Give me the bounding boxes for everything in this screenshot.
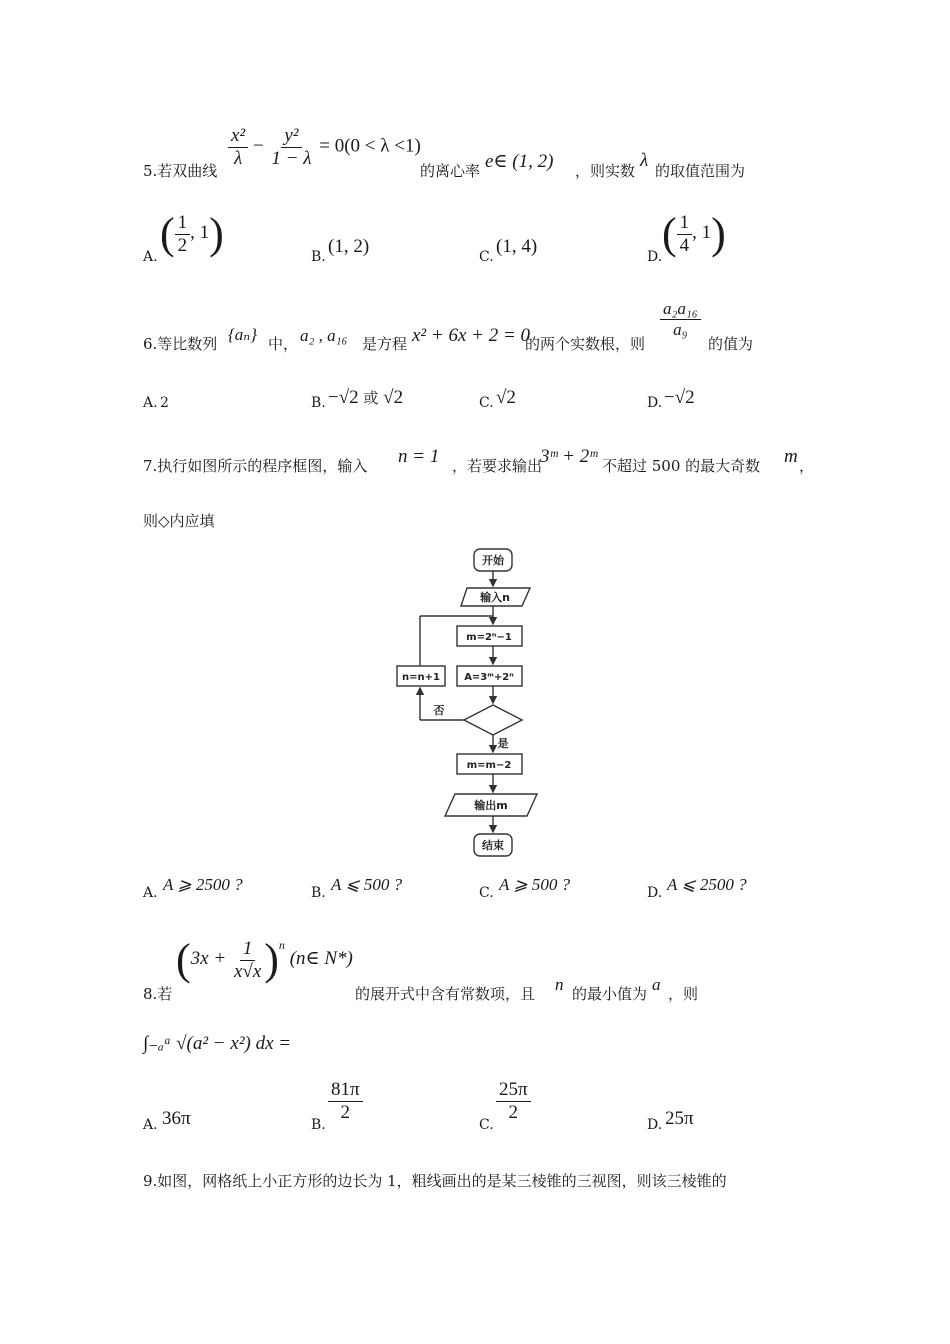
- q6-frac-num: a₂a₁₆: [660, 300, 701, 320]
- q7-flowchart: [385, 540, 560, 860]
- q5-option-a-rest: , 1: [190, 222, 210, 243]
- q8-integral: ∫₋ₐᵃ √(a² − x²) dx =: [143, 1033, 292, 1054]
- flow-end-label: 结束: [482, 839, 504, 852]
- q7-option-a: A ⩾ 2500 ?: [163, 875, 243, 894]
- q7-line1-suffix: 不超过 500 的最大奇数: [602, 457, 761, 475]
- q5-option-a: ( $\frac{1}{2}$ , 1): [160, 209, 224, 258]
- q8-option-b-num: 81π: [328, 1080, 363, 1102]
- q8-option-a-label: A.: [143, 1117, 158, 1133]
- flow-start-label: 开始: [482, 554, 504, 567]
- q6-sequence: {aₙ}: [228, 325, 257, 344]
- q7-option-b: A ⩽ 500 ?: [331, 875, 403, 894]
- q7-line2: 则◇内应填: [143, 512, 215, 530]
- q9-text: 9.如图，网格纸上小正方形的边长为 1，粗线画出的是某三棱锥的三视图，则该三棱锥的: [143, 1172, 727, 1190]
- q6-fraction: [660, 300, 701, 339]
- q8-frac-den: x√x: [233, 960, 262, 982]
- q5-option-d-den: 4: [679, 234, 690, 256]
- q7-line1-prefix: 7.执行如图所示的程序框图，输入: [143, 457, 368, 475]
- q6-option-b-text1: −√2: [328, 387, 359, 408]
- q6-option-c: √2: [496, 387, 516, 408]
- q5-option-b-label: B.: [311, 249, 326, 265]
- q8-option-b-den: 2: [340, 1101, 351, 1123]
- q5-hyperbola-equation: [228, 126, 421, 169]
- q6-suffix: 的值为: [708, 335, 754, 353]
- q8-frac-num: 1: [240, 939, 256, 961]
- flow-decision-diamond: [464, 705, 522, 735]
- q5-eq-num1: x²: [228, 126, 248, 148]
- q5-option-d: ( $\frac{1}{4}$ , 1): [662, 209, 726, 258]
- q5-lambda: λ: [640, 150, 649, 171]
- q8-prefix: 8.若: [143, 985, 173, 1003]
- q8-suffix3: ，则: [668, 985, 699, 1003]
- q6-option-a: 2: [160, 395, 169, 411]
- q7-line1-mid: ，若要求输出: [452, 457, 543, 475]
- q6-prefix: 6.等比数列: [143, 335, 218, 353]
- q5-suffix: 的取值范围为: [655, 162, 746, 180]
- q5-option-b: (1, 2): [328, 236, 370, 257]
- q8-condition: (n∈ N*): [289, 948, 353, 969]
- q7-input-expr: n = 1: [398, 446, 440, 467]
- q5-option-d-num: 1: [677, 213, 693, 235]
- q5-eq-den1: λ: [233, 147, 243, 169]
- flow-step3-label: m=m−2: [466, 760, 512, 771]
- q8-option-c-label: C.: [479, 1117, 494, 1133]
- q7-option-b-label: B.: [311, 885, 326, 901]
- q7-option-c-label: C.: [479, 885, 494, 901]
- q6-option-b-text2: √2: [383, 387, 404, 408]
- flow-no-label: 否: [433, 704, 445, 717]
- q5-option-d-rest: , 1: [692, 222, 712, 243]
- q8-suffix1: 的展开式中含有常数项，且: [355, 985, 536, 1003]
- q8-option-d-label: D.: [647, 1117, 663, 1133]
- q8-option-b: [328, 1080, 363, 1123]
- q5-eq-rest: = 0(0 < λ <1): [319, 135, 421, 157]
- q5-eq-minus: −: [252, 135, 264, 157]
- q8-suffix2: 的最小值为: [572, 985, 648, 1003]
- q7-option-d: A ⩽ 2500 ?: [667, 875, 747, 894]
- q5-option-a-den: 2: [177, 234, 188, 256]
- flow-step1-label: m=2ⁿ−1: [466, 632, 512, 643]
- q8-option-a: 36π: [162, 1108, 191, 1129]
- q6-frac-den: a₉: [673, 319, 688, 339]
- q5-prefix: 5.若双曲线: [143, 162, 218, 180]
- q5-option-c-label: C.: [479, 249, 494, 265]
- q6-terms: a₂ , a₁₆: [300, 326, 348, 345]
- q7-comma: ，: [799, 457, 815, 475]
- q7-option-d-label: D.: [647, 885, 663, 901]
- q8-option-b-label: B.: [311, 1117, 326, 1133]
- q7-m-var: m: [784, 446, 798, 467]
- q5-option-a-label: A.: [143, 249, 158, 265]
- q8-exponent-n: n: [278, 938, 285, 952]
- q8-option-c-den: 2: [508, 1101, 519, 1123]
- q6-equation: x² + 6x + 2 = 0: [412, 325, 531, 346]
- flow-input-label: 输入n: [480, 591, 510, 604]
- q6-option-d-label: D.: [647, 395, 663, 411]
- q5-mid2: ，则实数: [575, 162, 636, 180]
- q5-mid1: 的离心率: [420, 162, 481, 180]
- q8-a-var: a: [652, 975, 661, 994]
- q6-option-d: −√2: [664, 387, 695, 408]
- q6-mid3: 的两个实数根，则: [525, 335, 646, 353]
- q5-option-a-num: 1: [175, 213, 191, 235]
- q6-option-b: [328, 387, 403, 409]
- q6-mid2: 是方程: [362, 335, 408, 353]
- q8-binomial-expression: (3x + $\frac{1}{x√x}$ )$^n$ (n∈ N*): [176, 935, 353, 984]
- q8-n-var: n: [555, 975, 564, 994]
- q5-e-range: e∈ (1, 2): [485, 151, 554, 172]
- flow-output-label: 输出m: [474, 799, 508, 812]
- flow-loop-label: n=n+1: [402, 672, 440, 683]
- q5-option-c: (1, 4): [496, 236, 538, 257]
- q5-option-d-label: D.: [647, 249, 663, 265]
- q8-option-c: [496, 1080, 531, 1123]
- q6-option-b-label: B.: [311, 395, 326, 411]
- q8-expr-a: 3x +: [190, 948, 227, 969]
- q6-option-c-label: C.: [479, 395, 494, 411]
- q7-option-c: A ⩾ 500 ?: [499, 875, 571, 894]
- flow-yes-label: 是: [497, 737, 509, 750]
- q7-option-a-label: A.: [143, 885, 158, 901]
- q6-mid1: 中，: [268, 335, 299, 353]
- q6-option-a-label: A.: [143, 395, 158, 411]
- q7-output-expr: 3ᵐ + 2ᵐ: [540, 446, 598, 467]
- q8-option-c-num: 25π: [496, 1080, 531, 1102]
- q8-option-d: 25π: [665, 1108, 694, 1129]
- flow-step2-label: A=3ᵐ+2ⁿ: [464, 672, 514, 683]
- q6-option-b-or: 或: [363, 389, 379, 407]
- q5-eq-den2: 1 − λ: [271, 147, 312, 169]
- q5-eq-num2: y²: [281, 126, 301, 148]
